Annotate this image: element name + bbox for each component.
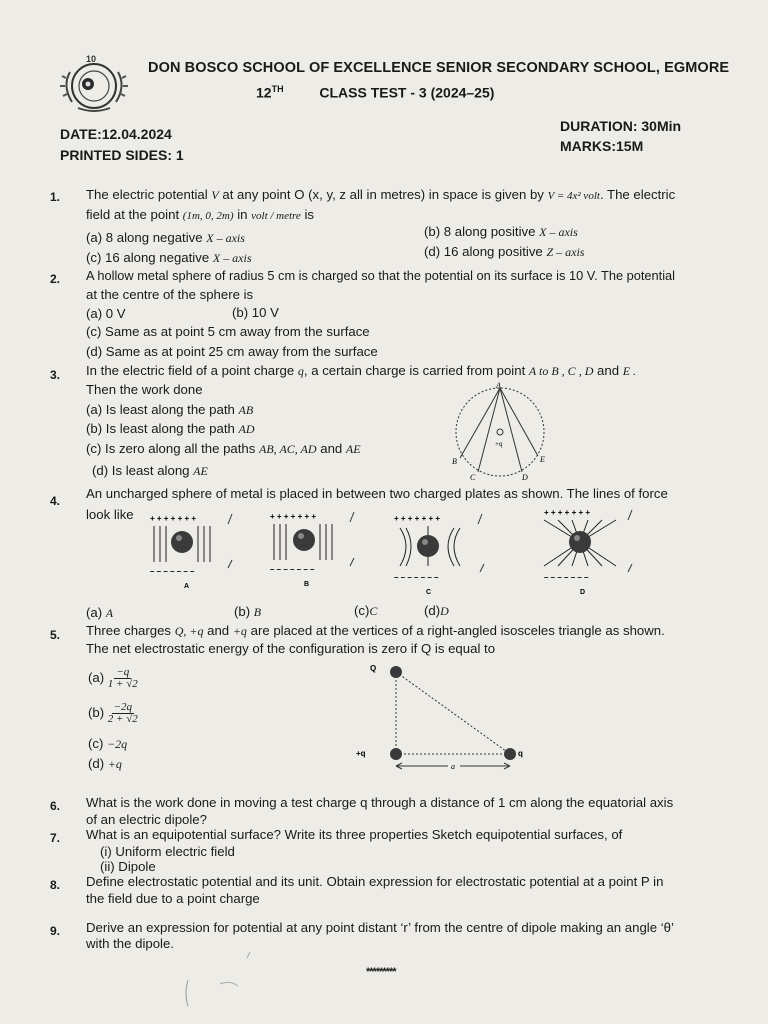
q6-line2: of an electric dipole?	[86, 812, 207, 827]
charge-plus-q	[390, 748, 402, 760]
q5-charges: Q, +q	[174, 624, 204, 638]
label-e: E	[540, 455, 545, 464]
q3-symbol: q	[297, 364, 304, 378]
charge-q	[504, 748, 516, 760]
q3-text: In the electric field of a point charge	[86, 363, 295, 378]
negative-plate: – – – – – – –	[394, 573, 439, 582]
label-a: A	[496, 381, 501, 390]
figure-label-d: D	[580, 589, 586, 596]
axis: X – axis	[212, 251, 252, 265]
option-c	[86, 250, 252, 266]
q5-text: Three charges	[86, 623, 172, 638]
q9-line1: Derive an expression for potential at any point distant ‘r’ from the centre of dipole making an angle ‘θ’	[86, 920, 674, 935]
option-d	[88, 756, 122, 772]
question-number: 4.	[50, 494, 61, 508]
figure-label-a: A	[184, 583, 190, 590]
q3-line2: Then the work done	[86, 382, 203, 397]
question-number: 9.	[50, 924, 61, 938]
q4-line2: look like	[86, 507, 134, 522]
axis: Z – axis	[546, 245, 585, 259]
q1-line2	[86, 207, 314, 222]
negative-plate: – – – – – – –	[544, 573, 589, 582]
option-a	[86, 230, 245, 246]
option-text: (c) 16 along negative	[86, 250, 210, 265]
path: AE	[193, 464, 208, 478]
option-text: (b) Is least along the path	[86, 421, 235, 436]
numerator: −q	[116, 666, 130, 678]
path: AB, AC, AD	[259, 442, 317, 456]
q1-point: (1m, 0, 2m)	[182, 210, 234, 222]
option-c	[354, 603, 377, 619]
option-text: (c) Is zero along all the paths	[86, 441, 256, 456]
q3-line1	[86, 363, 636, 379]
path-ad	[500, 388, 522, 472]
option-text: (b)	[234, 604, 251, 619]
test-title	[256, 84, 494, 101]
path: AB	[238, 403, 254, 417]
negative-plate: – – – – – – –	[150, 567, 195, 576]
label-a: a	[451, 762, 455, 771]
option-text: (a) 8 along negative	[86, 230, 203, 245]
label-q: q	[518, 749, 523, 758]
option-a	[88, 667, 138, 690]
q3-circle-diagram	[446, 380, 556, 482]
grade: 12	[256, 84, 272, 101]
option-text: (b)	[88, 704, 105, 720]
q3-points: A to B , C , D	[528, 364, 594, 378]
denominator: 1 + √2	[107, 678, 138, 690]
option-d: (d) Same as at point 25 cm away from the surface	[86, 344, 378, 359]
duration: DURATION: 30Min	[560, 118, 682, 134]
metal-sphere	[569, 531, 591, 553]
path: AD	[238, 422, 255, 436]
figure-label-c: C	[426, 589, 432, 596]
q1-formula: V = 4x² volt	[547, 190, 600, 202]
option-text: (b) 8 along positive	[424, 224, 536, 239]
option-value: B	[253, 605, 262, 619]
question-number: 8.	[50, 878, 61, 892]
option-value: A	[105, 606, 114, 620]
negative-plate: – – – – – – –	[270, 565, 315, 574]
max-marks: MARKS:15M	[560, 138, 644, 154]
path-ac	[478, 388, 500, 472]
plate-edge	[350, 512, 354, 522]
path: AE	[345, 442, 361, 456]
hypotenuse	[396, 672, 510, 754]
printed-sides: PRINTED SIDES: 1	[60, 147, 184, 163]
option-b	[88, 702, 138, 725]
path-ab	[460, 388, 500, 458]
q1-text: is	[304, 207, 315, 222]
q3-text: , a certain charge is carried from point	[303, 363, 526, 378]
sphere-highlight	[574, 535, 580, 541]
q1-text: at any point O (x, y, z all in metres) in space is given by	[222, 187, 544, 202]
option-c	[86, 441, 361, 457]
positive-plate: + + + + + + +	[270, 512, 317, 521]
option-text: (d)	[88, 756, 105, 771]
option-text: (c)	[88, 736, 104, 751]
label-b: B	[452, 457, 457, 466]
q1-text: field at the point	[86, 207, 180, 222]
question-number: 7.	[50, 831, 61, 845]
svg-text:10: 10	[86, 54, 97, 64]
fraction	[108, 702, 138, 725]
q2-line2: at the centre of the sphere is	[86, 287, 254, 302]
q1-text: . The electric	[599, 187, 676, 202]
label-plus-q: +q	[356, 749, 366, 758]
axis: X – axis	[206, 231, 245, 245]
metal-sphere	[171, 531, 193, 553]
plate-edge	[478, 514, 482, 524]
option-text: (d)	[424, 603, 441, 618]
option-d	[92, 463, 208, 479]
q1-text: The electric potential	[86, 187, 208, 202]
grade-suffix: TH	[271, 84, 284, 94]
fraction	[108, 667, 138, 690]
q3-point-e: E .	[622, 364, 637, 378]
q4-figure-d	[536, 506, 640, 598]
plate-edge	[628, 564, 632, 572]
option-text: (c)	[354, 603, 370, 618]
school-logo	[58, 52, 130, 116]
path-ae	[500, 388, 538, 456]
positive-plate: + + + + + + +	[394, 514, 441, 523]
q5-text: and	[207, 623, 230, 638]
q5-text: are placed at the vertices of a right-angled isosceles triangle as shown.	[250, 623, 665, 638]
school-name: DON BOSCO SCHOOL OF EXCELLENCE SENIOR SECONDARY SCHOOL, EGMORE	[148, 60, 730, 76]
plate-edge	[480, 564, 484, 572]
charge-q-big	[390, 666, 402, 678]
label-d: D	[522, 473, 528, 482]
option-b	[86, 421, 255, 437]
figure-label-b: B	[304, 581, 310, 588]
option-a: (a) 0 V	[86, 306, 126, 321]
sphere-highlight	[422, 539, 428, 545]
option-text: (a)	[88, 669, 105, 685]
q4-figure-a	[146, 512, 240, 592]
option-b	[234, 604, 261, 620]
q6-line1: What is the work done in moving a test charge q through a distance of 1 cm along the equatorial axis	[86, 795, 674, 810]
option-value: +q	[107, 757, 122, 771]
question-number: 5.	[50, 628, 61, 642]
option-value: D	[440, 604, 449, 618]
q4-line1: An uncharged sphere of metal is placed in between two charged plates as shown. The lines of force	[86, 486, 668, 501]
option-text: (d) 16 along positive	[424, 244, 543, 259]
point-charge	[497, 429, 503, 435]
q5-line1	[86, 623, 665, 639]
option-c	[88, 736, 127, 752]
label-c: C	[470, 473, 476, 482]
end-marker: *********	[366, 966, 396, 978]
option-value: C	[369, 604, 378, 618]
plate-edge	[228, 514, 232, 524]
q8-line2: the field due to a point charge	[86, 891, 260, 906]
equipotential-circle	[456, 388, 544, 476]
q2-line1: A hollow metal sphere of radius 5 cm is charged so that the potential on its surface is 10 V. The potential	[86, 268, 676, 283]
q4-figure-b	[266, 510, 362, 590]
q4-figure-c	[390, 512, 490, 598]
question-number: 2.	[50, 272, 61, 286]
question-number: 3.	[50, 368, 61, 382]
q5-triangle-diagram	[352, 660, 532, 772]
option-b: (b) 10 V	[232, 305, 279, 320]
option-d	[424, 244, 584, 260]
option-text: (a)	[86, 605, 103, 620]
q5-charge: +q	[232, 624, 247, 638]
metal-sphere	[293, 529, 315, 551]
option-a	[86, 402, 253, 418]
sphere-highlight	[298, 533, 304, 539]
option-text: (d) Is least along	[92, 463, 190, 478]
positive-plate: + + + + + + +	[150, 514, 197, 523]
numerator: −2q	[113, 701, 132, 713]
charge-label: +q	[495, 440, 503, 448]
option-text: (a) Is least along the path	[86, 402, 235, 417]
pen-scribble	[180, 950, 270, 1010]
question-number: 1.	[50, 190, 61, 204]
q1-line1	[86, 187, 675, 203]
option-value: −2q	[107, 737, 128, 751]
denominator: 2 + √2	[107, 713, 138, 725]
plate-edge	[228, 560, 232, 568]
q1-symbol: V	[211, 188, 219, 202]
positive-plate: + + + + + + +	[544, 508, 591, 517]
plate-edge	[350, 558, 354, 566]
q1-text: in	[237, 207, 248, 222]
q7-line1: What is an equipotential surface? Write its three properties Sketch equipotential surfaces, of	[86, 827, 623, 842]
q8-line1: Define electrostatic potential and its unit. Obtain expression for electrostatic potential at a point P in	[86, 874, 664, 889]
sphere-highlight	[176, 535, 182, 541]
test-name: CLASS TEST - 3 (2024–25)	[319, 84, 495, 101]
q7-item-i: (i) Uniform electric field	[100, 844, 235, 859]
q5-line2: The net electrostatic energy of the configuration is zero if Q is equal to	[86, 641, 496, 656]
plate-edge	[628, 510, 632, 520]
option-text: and	[320, 441, 343, 456]
axis: X – axis	[539, 225, 578, 239]
metal-sphere	[417, 535, 439, 557]
option-a	[86, 605, 113, 621]
question-number: 6.	[50, 799, 61, 813]
option-d	[424, 603, 449, 619]
q1-unit: volt / metre	[251, 210, 301, 222]
q3-text: and	[597, 363, 620, 378]
q7-item-ii: (ii) Dipole	[100, 859, 156, 874]
label-big-q: Q	[370, 664, 377, 673]
q9-line2: with the dipole.	[86, 936, 174, 951]
option-c: (c) Same as at point 5 cm away from the surface	[86, 324, 370, 339]
option-b	[424, 224, 578, 240]
exam-date: DATE:12.04.2024	[60, 126, 172, 142]
